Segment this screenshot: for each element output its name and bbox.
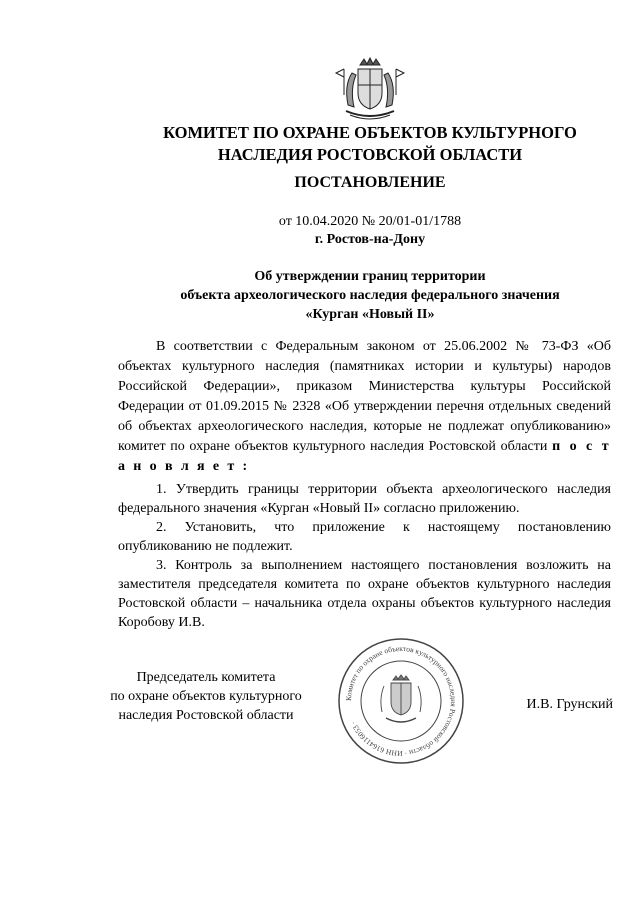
signatory-position: [75, 668, 337, 725]
signatory-position-line3: наследия Ростовской области: [118, 708, 294, 723]
postanovlyaet-word: п о с т а н о в л я е т :: [118, 439, 611, 474]
document-title-line2: объекта археологического наследия федерального значения: [180, 288, 560, 303]
signatory-position-line1: Председатель комитета: [136, 670, 276, 685]
document-title-line3: «Курган «Новый II»: [305, 307, 435, 322]
preamble-text: В соответствии с Федеральным законом от 25.06.2002 № 73-ФЗ «Об объектах культурного наследия (памятниках истории и культуры) народов Российской Федерации», приказом Министерства культуры Российской Федерации от 01.09.2015 № 2328 «Об утверждении перечня отдельных сведений об объектах археологического наследия, которые не подлежат опубликованию» комитет по охране объектов культурного наследия Ростовской области: [118, 339, 611, 454]
resolution-items: [118, 480, 611, 632]
document-date-number: от 10.04.2020 № 20/01-01/1788: [278, 214, 462, 229]
organization-name-line1: КОМИТЕТ ПО ОХРАНЕ ОБЪЕКТОВ КУЛЬТУРНОГО: [163, 123, 577, 142]
signatory-name: И.В. Грунский: [526, 697, 613, 712]
official-seal-icon: [336, 636, 466, 766]
document-city: г. Ростов-на-Дону: [314, 232, 426, 247]
resolution-item-1: 1. Утвердить границы территории объекта археологического наследия федерального значения «Курган «Новый II» согласно приложению.: [118, 482, 611, 516]
resolution-item-3: 3. Контроль за выполнением настоящего постановления возложить на заместителя председателя комитета по охране объектов культурного наследия Ростовской области – начальника отдела охраны объектов культурного наследия Коробову И.В.: [118, 558, 611, 630]
organization-name-line2: НАСЛЕДИЯ РОСТОВСКОЙ ОБЛАСТИ: [217, 145, 523, 164]
document-title-line1: Об утверждении границ территории: [254, 269, 486, 284]
seal-lettering: Комитет по охране объектов культурного наследия Ростовской области · ИНН 6164116053 ·: [343, 643, 459, 759]
organization-name: [140, 122, 600, 166]
document-title: [100, 267, 640, 324]
signatory-position-line2: по охране объектов культурного: [110, 689, 302, 704]
coat-of-arms-icon: [330, 55, 410, 125]
resolution-item-2: 2. Установить, что приложение к настоящему постановлению опубликованию не подлежит.: [118, 520, 611, 554]
document-type: ПОСТАНОВЛЕНИЕ: [294, 174, 446, 191]
preamble-paragraph: [118, 337, 611, 477]
